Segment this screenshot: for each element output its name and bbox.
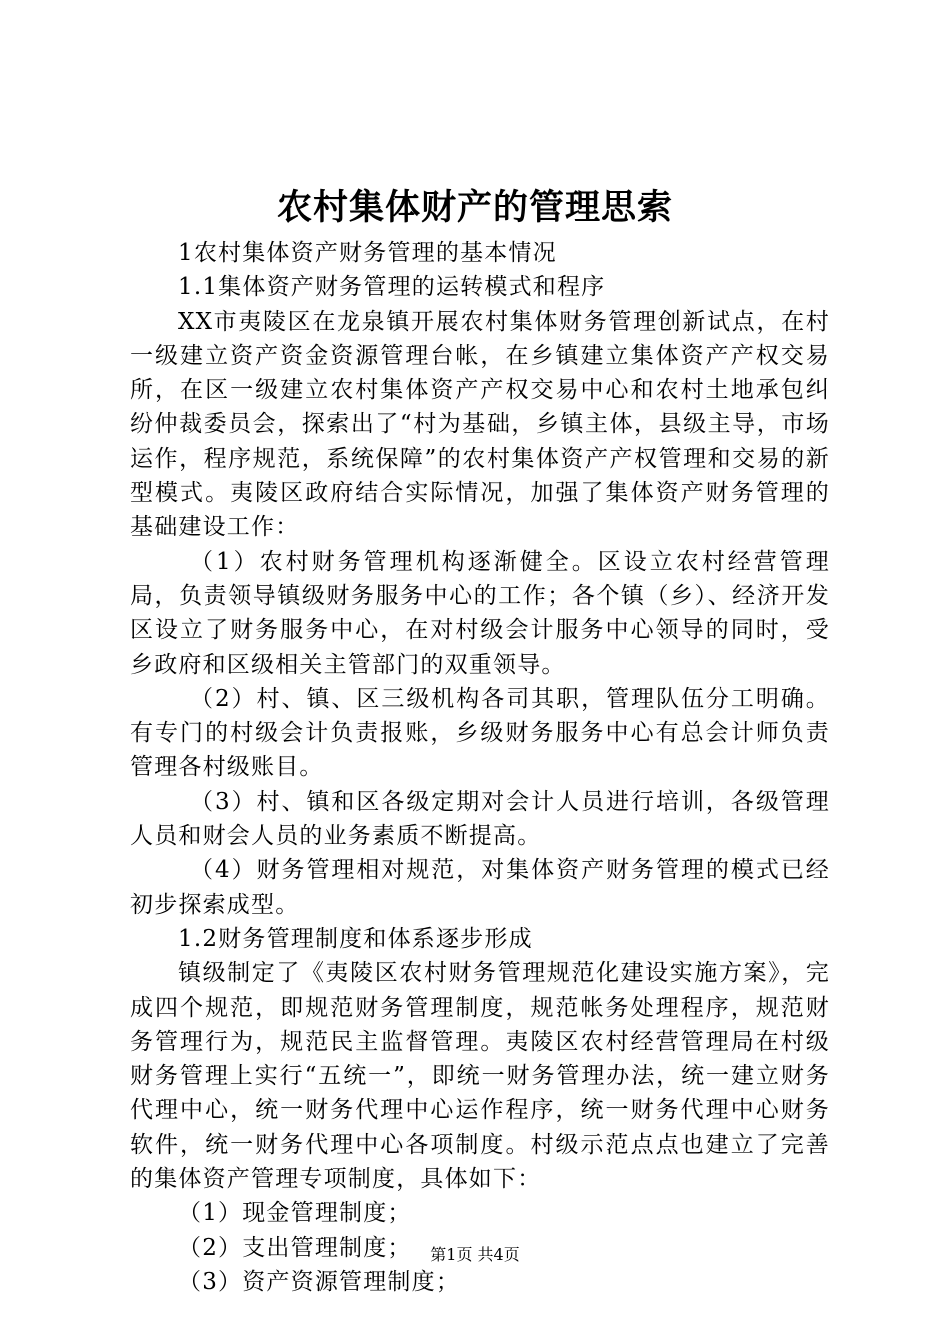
page-footer: 第1页 共4页 (430, 1245, 520, 1264)
system-item-3: （3）资产资源管理制度； (178, 1268, 461, 1295)
subsection-heading-1-2: 1.2财务管理制度和体系逐步形成 (178, 925, 533, 952)
section-heading-1: 1农村集体资产财务管理的基本情况 (178, 240, 557, 266)
list-item-4: （4）财务管理相对规范，对集体资产财务管理的模式已经初步探索成型。 (130, 857, 830, 918)
system-item-2: （2）支出管理制度； (178, 1234, 412, 1261)
list-item-1: （1）农村财务管理机构逐渐健全。区设立农村经营管理局，负责领导镇级财务服务中心的工作；各个镇（乡）、经济开发区设立了财务服务中心，在对村级会计服务中心领导的同时，受乡政府和区级相关主管部门的双重领导。 (130, 548, 830, 678)
document-body (130, 236, 830, 1299)
paragraph-system: 镇级制定了《夷陵区农村财务管理规范化建设实施方案》，完成四个规范，即规范财务管理制度，规范帐务处理程序，规范财务管理行为，规范民主监督管理。夷陵区农村经营管理局在村级财务管理上实行“五统一”，即统一财务管理办法，统一建立财务代理中心，统一财务代理中心运作程序，统一财务代理中心财务软件，统一财务代理中心各项制度。村级示范点点也建立了完善的集体资产管理专项制度，具体如下： (130, 960, 830, 1193)
subsection-heading-1-1: 1.1集体资产财务管理的运转模式和程序 (178, 274, 606, 301)
system-item-1: （1）现金管理制度； (178, 1200, 412, 1227)
list-item-2: （2）村、镇、区三级机构各司其职，管理队伍分工明确。有专门的村级会计负责报账，乡级财务服务中心有总会计师负责管理各村级账目。 (130, 685, 830, 781)
document-title: 农村集体财产的管理思索 (276, 188, 673, 228)
paragraph-intro: XX市夷陵区在龙泉镇开展农村集体财务管理创新试点，在村一级建立资产资金资源管理台帐，在乡镇建立集体资产产权交易所，在区一级建立农村集体资产产权交易中心和农村土地承包纠纷仲裁委员会，探索出了“村为基础，乡镇主体，县级主导，市场运作，程序规范，系统保障”的农村集体资产产权管理和交易的新型模式。夷陵区政府结合实际情况，加强了集体资产财务管理的基础建设工作： (130, 308, 830, 541)
list-item-3: （3）村、镇和区各级定期对会计人员进行培训，各级管理人员和财会人员的业务素质不断提高。 (130, 788, 830, 850)
